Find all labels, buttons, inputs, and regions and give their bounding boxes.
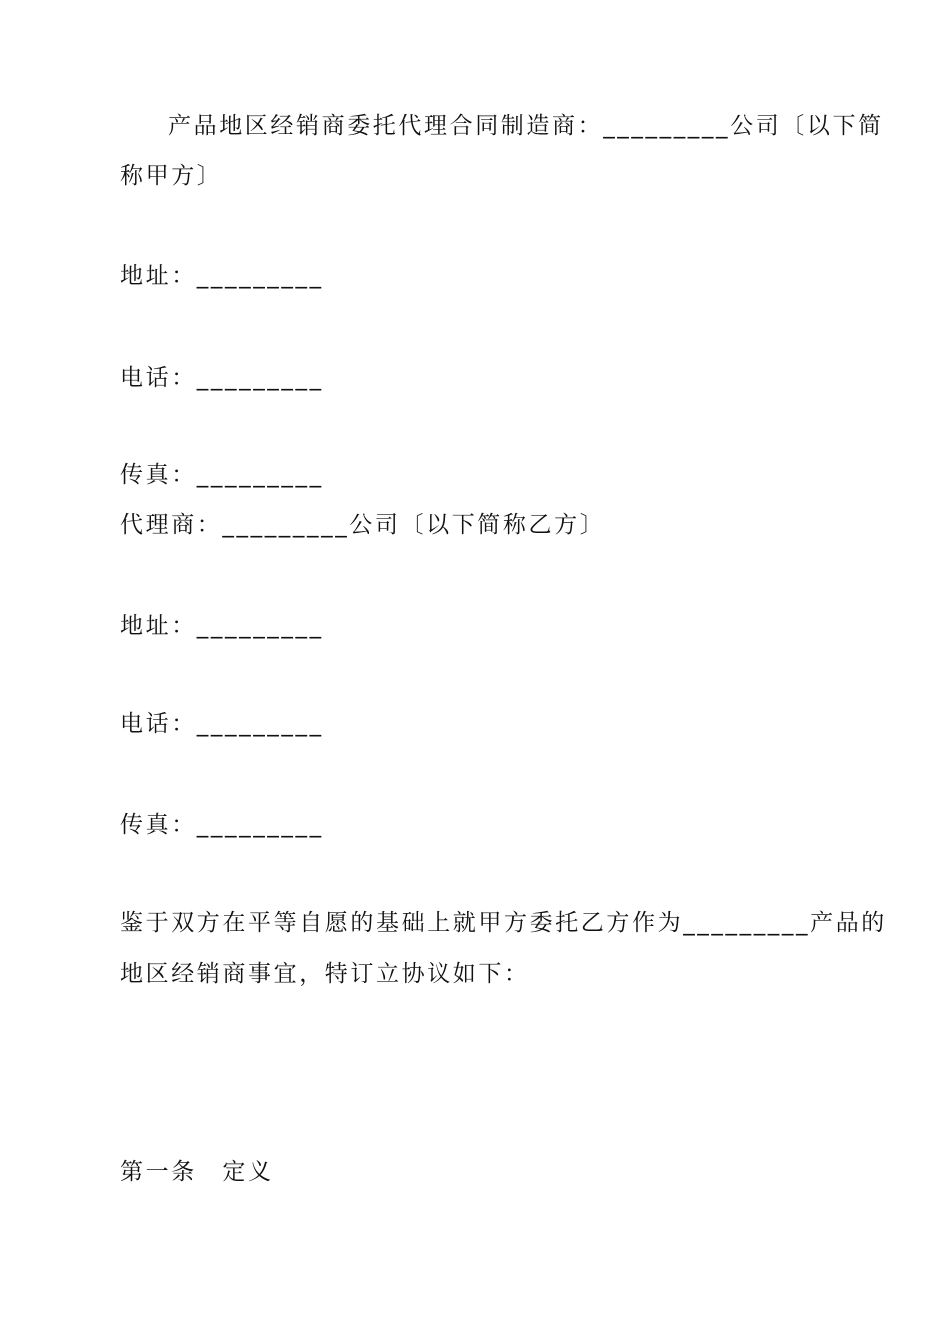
preamble-line-2: 地区经销商事宜，特订立协议如下： bbox=[120, 961, 530, 987]
party-b-phone: 电话：_________ bbox=[120, 711, 324, 737]
agent-line: 代理商：_________公司〔以下简称乙方〕 bbox=[120, 512, 606, 538]
preamble-line-1: 鉴于双方在平等自愿的基础上就甲方委托乙方作为_________产品的 bbox=[120, 910, 887, 936]
contract-intro-line-1: 产品地区经销商委托代理合同制造商：_________公司〔以下简 bbox=[168, 113, 884, 139]
article-1-heading: 第一条 定义 bbox=[120, 1159, 274, 1185]
party-a-phone: 电话：_________ bbox=[120, 365, 324, 391]
contract-intro-line-2: 称甲方〕 bbox=[120, 163, 223, 189]
party-b-address: 地址：_________ bbox=[120, 613, 324, 639]
party-a-fax: 传真：_________ bbox=[120, 462, 324, 488]
party-a-address: 地址：_________ bbox=[120, 263, 324, 289]
party-b-fax: 传真：_________ bbox=[120, 812, 324, 838]
